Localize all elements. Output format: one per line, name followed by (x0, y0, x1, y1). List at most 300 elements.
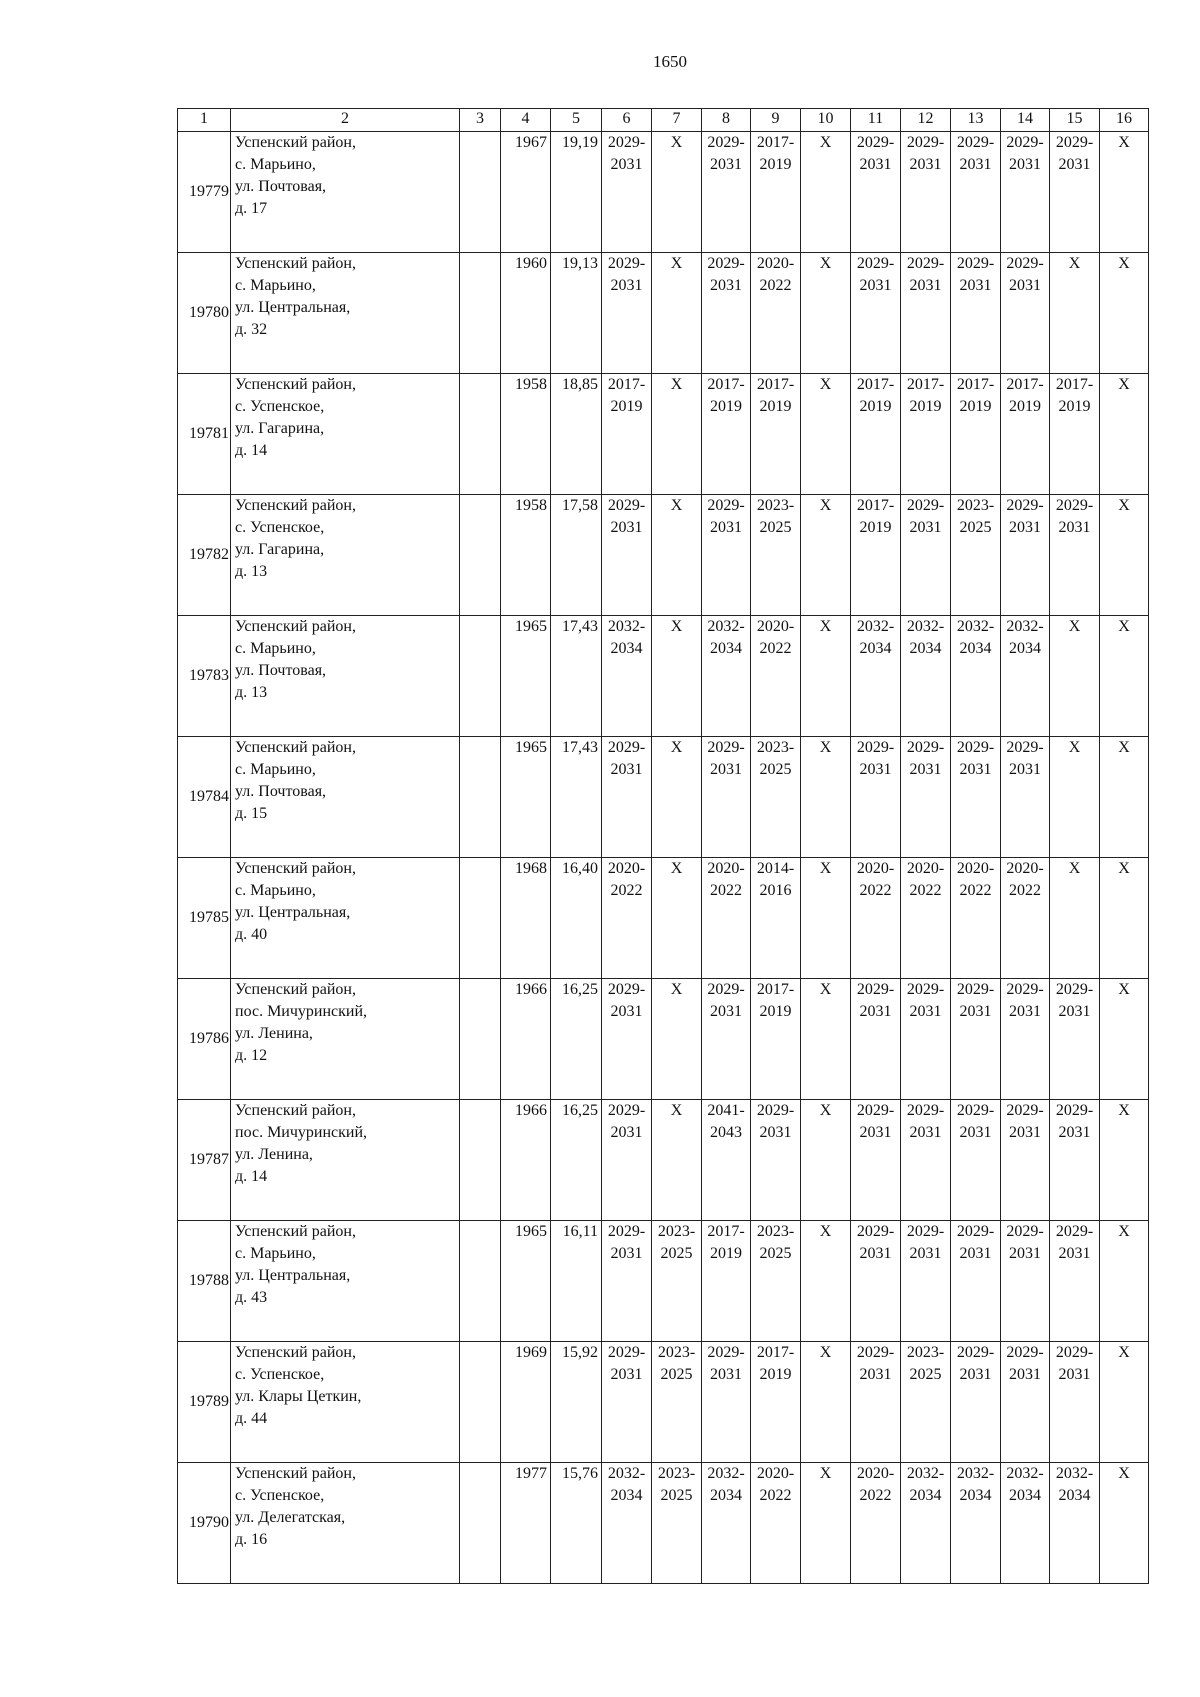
column-number-row (178, 109, 1149, 132)
table-row (178, 1342, 1149, 1463)
period-start: 2020- (856, 860, 895, 877)
period-end: 2019 (710, 1245, 742, 1262)
address-line: Успенский район, (235, 1344, 356, 1361)
period-cell (851, 1342, 901, 1463)
period-end: 2031 (610, 1245, 643, 1262)
period-end: 2019 (1058, 398, 1091, 415)
period-end: 2031 (710, 1366, 742, 1383)
period-start: 2020- (956, 860, 995, 877)
period-end: 2031 (859, 1245, 892, 1262)
period-cell (851, 1463, 901, 1584)
year-built-cell: 1965 (501, 737, 551, 858)
year-built-cell: 1966 (501, 1100, 551, 1221)
period-start: 2029- (1006, 981, 1044, 998)
address-line: Успенский район, (235, 618, 356, 635)
period-cell (751, 132, 801, 253)
record-id-cell: 19785 (178, 858, 231, 979)
address-line: д. 40 (235, 926, 268, 943)
housing-register-table (177, 108, 1149, 1584)
address-line: Успенский район, (235, 1465, 356, 1482)
period-end: 2031 (909, 1003, 942, 1020)
period-start: 2029- (906, 1223, 945, 1240)
period-end: 2031 (610, 1366, 643, 1383)
period-cell (602, 1463, 652, 1584)
period-end: 2019 (759, 1003, 792, 1020)
period-start: 2029- (1055, 1344, 1094, 1361)
period-start: 2020- (756, 255, 795, 272)
period-end: 2022 (859, 1487, 892, 1504)
period-start: 2029- (856, 1223, 895, 1240)
address-line: с. Марьино, (235, 1245, 316, 1262)
period-cell (901, 1221, 951, 1342)
period-cell (702, 858, 751, 979)
not-applicable-cell: X (801, 1221, 851, 1342)
period-end: 2031 (1009, 1366, 1041, 1383)
value-cell: 15,92 (551, 1342, 602, 1463)
period-cell (602, 1100, 652, 1221)
column-number-header: 6 (602, 109, 652, 132)
period-end: 2022 (1009, 882, 1041, 899)
period-end: 2034 (959, 1487, 992, 1504)
not-applicable-cell: X (652, 616, 702, 737)
period-cell (901, 253, 951, 374)
period-start: 2029- (707, 739, 745, 756)
period-start: 2020- (1006, 860, 1044, 877)
period-end: 2031 (959, 1366, 992, 1383)
period-start: 2029- (607, 1102, 646, 1119)
address-cell (231, 1342, 460, 1463)
period-cell (851, 132, 901, 253)
period-start: 2017- (1055, 376, 1094, 393)
period-start: 2023- (657, 1223, 696, 1240)
period-start: 2029- (856, 739, 895, 756)
period-start: 2029- (956, 1223, 995, 1240)
period-end: 2031 (959, 1245, 992, 1262)
period-cell (901, 1463, 951, 1584)
period-end: 2031 (1009, 156, 1041, 173)
address-line: ул. Делегатская, (235, 1509, 346, 1526)
period-end: 2031 (959, 1124, 992, 1141)
period-cell (901, 737, 951, 858)
record-id-cell: 19780 (178, 253, 231, 374)
period-cell (901, 1100, 951, 1221)
period-end: 2031 (859, 1366, 892, 1383)
period-start: 2029- (607, 134, 646, 151)
period-end: 2025 (759, 761, 792, 778)
column-number-header: 7 (652, 109, 702, 132)
address-line: д. 17 (235, 200, 268, 217)
not-applicable-cell: X (1100, 616, 1149, 737)
value-cell: 19,19 (551, 132, 602, 253)
address-line: ул. Центральная, (235, 1267, 351, 1284)
period-end: 2031 (909, 277, 942, 294)
period-start: 2029- (1055, 497, 1094, 514)
period-start: 2017- (956, 376, 995, 393)
period-cell (652, 1221, 702, 1342)
not-applicable-cell: X (652, 374, 702, 495)
period-start: 2029- (956, 255, 995, 272)
period-start: 2029- (756, 1102, 795, 1119)
address-cell (231, 979, 460, 1100)
period-cell (751, 1100, 801, 1221)
period-end: 2034 (909, 640, 942, 657)
not-applicable-cell: X (801, 858, 851, 979)
period-end: 2025 (759, 519, 792, 536)
record-id-cell: 19789 (178, 1342, 231, 1463)
table-row (178, 616, 1149, 737)
address-line: с. Марьино, (235, 882, 316, 899)
address-line: Успенский район, (235, 497, 356, 514)
period-end: 2031 (859, 156, 892, 173)
address-line: д. 13 (235, 684, 268, 701)
address-line: д. 16 (235, 1531, 268, 1548)
period-cell (951, 616, 1001, 737)
period-cell (602, 1342, 652, 1463)
period-cell (751, 495, 801, 616)
record-id-cell: 19786 (178, 979, 231, 1100)
table-row (178, 979, 1149, 1100)
not-applicable-cell: X (801, 495, 851, 616)
period-cell (901, 495, 951, 616)
period-cell (602, 132, 652, 253)
period-end: 2031 (1009, 519, 1041, 536)
period-cell (702, 253, 751, 374)
period-cell (1050, 979, 1100, 1100)
period-cell (702, 1342, 751, 1463)
period-end: 2034 (909, 1487, 942, 1504)
period-cell (1001, 737, 1050, 858)
period-end: 2043 (710, 1124, 742, 1141)
not-applicable-cell: X (801, 374, 851, 495)
year-built-cell: 1960 (501, 253, 551, 374)
not-applicable-cell: X (1100, 132, 1149, 253)
address-line: ул. Гагарина, (235, 541, 325, 558)
period-end: 2022 (759, 1487, 792, 1504)
not-applicable-cell: X (1100, 1463, 1149, 1584)
period-start: 2017- (856, 497, 895, 514)
period-cell (951, 1100, 1001, 1221)
period-cell (1001, 1463, 1050, 1584)
period-start: 2029- (607, 255, 646, 272)
address-line: ул. Клары Цеткин, (235, 1388, 362, 1405)
record-id-cell: 19788 (178, 1221, 231, 1342)
period-start: 2032- (1006, 1465, 1044, 1482)
period-end: 2031 (710, 1003, 742, 1020)
period-end: 2025 (909, 1366, 942, 1383)
not-applicable-cell: X (801, 1463, 851, 1584)
not-applicable-cell: X (652, 858, 702, 979)
column-number-header: 5 (551, 109, 602, 132)
period-cell (901, 858, 951, 979)
address-line: Успенский район, (235, 739, 356, 756)
period-start: 2029- (707, 497, 745, 514)
period-start: 2029- (607, 497, 646, 514)
not-applicable-cell: X (1050, 253, 1100, 374)
period-start: 2041- (707, 1102, 745, 1119)
column-number-header: 13 (951, 109, 1001, 132)
column-number-header: 11 (851, 109, 901, 132)
period-cell (702, 374, 751, 495)
value-cell: 16,25 (551, 1100, 602, 1221)
year-built-cell: 1958 (501, 374, 551, 495)
table-row (178, 495, 1149, 616)
year-built-cell: 1965 (501, 616, 551, 737)
period-cell (951, 1342, 1001, 1463)
period-start: 2017- (756, 1344, 795, 1361)
period-start: 2029- (1006, 1344, 1044, 1361)
period-end: 2031 (1009, 1124, 1041, 1141)
period-cell (851, 374, 901, 495)
address-line: д. 13 (235, 563, 268, 580)
period-cell (1001, 1100, 1050, 1221)
period-end: 2022 (909, 882, 942, 899)
not-applicable-cell: X (652, 132, 702, 253)
table-row (178, 1463, 1149, 1584)
period-end: 2031 (710, 761, 742, 778)
period-end: 2031 (1058, 1124, 1091, 1141)
period-cell (702, 132, 751, 253)
period-end: 2031 (959, 1003, 992, 1020)
period-end: 2019 (610, 398, 643, 415)
address-cell (231, 495, 460, 616)
period-cell (901, 616, 951, 737)
period-start: 2029- (956, 1344, 995, 1361)
period-start: 2029- (956, 739, 995, 756)
table-row (178, 132, 1149, 253)
address-cell (231, 253, 460, 374)
address-cell (231, 1221, 460, 1342)
period-cell (901, 132, 951, 253)
period-cell (1001, 495, 1050, 616)
column-number-header: 12 (901, 109, 951, 132)
period-cell (702, 1463, 751, 1584)
address-line: ул. Гагарина, (235, 420, 325, 437)
not-applicable-cell: X (801, 737, 851, 858)
period-end: 2019 (909, 398, 942, 415)
period-start: 2029- (856, 1344, 895, 1361)
table-row (178, 253, 1149, 374)
period-cell (751, 1463, 801, 1584)
period-end: 2031 (759, 1124, 792, 1141)
period-cell (602, 374, 652, 495)
period-start: 2029- (1006, 134, 1044, 151)
record-id-cell: 19790 (178, 1463, 231, 1584)
period-start: 2020- (756, 1465, 795, 1482)
period-end: 2034 (1009, 640, 1041, 657)
not-applicable-cell: X (801, 132, 851, 253)
period-end: 2025 (660, 1487, 693, 1504)
period-start: 2029- (1055, 1102, 1094, 1119)
period-end: 2019 (859, 519, 892, 536)
table-body (178, 132, 1149, 1584)
period-end: 2034 (610, 640, 643, 657)
period-end: 2019 (1009, 398, 1041, 415)
period-start: 2029- (1006, 255, 1044, 272)
period-start: 2029- (906, 739, 945, 756)
column-number-header: 10 (801, 109, 851, 132)
period-end: 2031 (1058, 1003, 1091, 1020)
period-start: 2014- (756, 860, 795, 877)
period-cell (602, 253, 652, 374)
not-applicable-cell: X (801, 616, 851, 737)
period-cell (652, 1342, 702, 1463)
period-cell (1001, 858, 1050, 979)
value-cell: 17,43 (551, 616, 602, 737)
period-cell (751, 1342, 801, 1463)
period-end: 2034 (1058, 1487, 1091, 1504)
period-end: 2019 (859, 398, 892, 415)
address-line: Успенский район, (235, 1223, 356, 1240)
period-cell (951, 737, 1001, 858)
period-cell (1001, 132, 1050, 253)
period-cell (702, 1221, 751, 1342)
address-line: д. 32 (235, 321, 268, 338)
period-start: 2017- (707, 376, 745, 393)
not-applicable-cell: X (652, 737, 702, 858)
period-end: 2031 (610, 156, 643, 173)
period-end: 2022 (610, 882, 643, 899)
period-start: 2032- (607, 618, 646, 635)
not-applicable-cell: X (1050, 858, 1100, 979)
not-applicable-cell: X (1100, 1221, 1149, 1342)
period-cell (951, 132, 1001, 253)
period-cell (951, 253, 1001, 374)
not-applicable-cell: X (1100, 1342, 1149, 1463)
period-end: 2031 (1009, 277, 1041, 294)
period-start: 2029- (1006, 1102, 1044, 1119)
address-line: Успенский район, (235, 376, 356, 393)
column-3-cell (460, 495, 501, 616)
record-id-cell: 19784 (178, 737, 231, 858)
address-cell (231, 374, 460, 495)
period-start: 2029- (1055, 134, 1094, 151)
address-line: Успенский район, (235, 981, 356, 998)
period-end: 2031 (1058, 519, 1091, 536)
period-start: 2017- (756, 134, 795, 151)
address-line: с. Успенское, (235, 519, 325, 536)
period-end: 2031 (610, 761, 643, 778)
period-start: 2023- (956, 497, 995, 514)
period-start: 2029- (906, 255, 945, 272)
period-cell (751, 616, 801, 737)
address-line: с. Марьино, (235, 761, 316, 778)
period-end: 2031 (1009, 1003, 1041, 1020)
period-start: 2029- (956, 981, 995, 998)
address-line: с. Успенское, (235, 398, 325, 415)
period-start: 2032- (956, 618, 995, 635)
period-end: 2031 (1009, 761, 1041, 778)
period-cell (951, 374, 1001, 495)
column-3-cell (460, 737, 501, 858)
column-3-cell (460, 253, 501, 374)
table-row (178, 1100, 1149, 1221)
column-number-header: 3 (460, 109, 501, 132)
period-end: 2031 (959, 277, 992, 294)
period-cell (951, 979, 1001, 1100)
period-end: 2031 (959, 761, 992, 778)
period-cell (702, 616, 751, 737)
address-line: д. 14 (235, 1168, 268, 1185)
period-cell (1001, 1342, 1050, 1463)
year-built-cell: 1968 (501, 858, 551, 979)
year-built-cell: 1977 (501, 1463, 551, 1584)
address-line: ул. Почтовая, (235, 178, 327, 195)
address-cell (231, 858, 460, 979)
period-start: 2029- (906, 134, 945, 151)
period-end: 2031 (859, 1124, 892, 1141)
table-row (178, 737, 1149, 858)
column-3-cell (460, 858, 501, 979)
period-start: 2017- (756, 376, 795, 393)
period-start: 2020- (607, 860, 646, 877)
period-cell (702, 1100, 751, 1221)
period-start: 2017- (856, 376, 895, 393)
period-end: 2034 (959, 640, 992, 657)
period-end: 2022 (959, 882, 992, 899)
year-built-cell: 1965 (501, 1221, 551, 1342)
period-cell (602, 495, 652, 616)
period-end: 2025 (759, 1245, 792, 1262)
column-number-header: 14 (1001, 109, 1050, 132)
not-applicable-cell: X (801, 253, 851, 374)
period-cell (851, 737, 901, 858)
address-line: ул. Ленина, (235, 1146, 313, 1163)
period-end: 2022 (759, 277, 792, 294)
period-start: 2029- (1055, 1223, 1094, 1240)
column-number-header: 2 (231, 109, 460, 132)
period-end: 2034 (610, 1487, 643, 1504)
period-start: 2029- (1006, 739, 1044, 756)
not-applicable-cell: X (652, 979, 702, 1100)
period-end: 2034 (710, 1487, 742, 1504)
table-row (178, 858, 1149, 979)
period-start: 2017- (707, 1223, 745, 1240)
column-3-cell (460, 132, 501, 253)
period-end: 2019 (959, 398, 992, 415)
period-start: 2029- (856, 1102, 895, 1119)
period-end: 2031 (859, 761, 892, 778)
period-start: 2029- (607, 739, 646, 756)
period-end: 2019 (759, 398, 792, 415)
period-cell (901, 1342, 951, 1463)
column-3-cell (460, 374, 501, 495)
period-end: 2031 (610, 1003, 643, 1020)
period-cell (602, 979, 652, 1100)
period-cell (702, 737, 751, 858)
period-end: 2031 (710, 519, 742, 536)
period-start: 2029- (1006, 497, 1044, 514)
period-start: 2017- (906, 376, 945, 393)
period-start: 2032- (906, 1465, 945, 1482)
period-end: 2031 (909, 761, 942, 778)
period-start: 2032- (607, 1465, 646, 1482)
period-start: 2032- (707, 618, 745, 635)
period-start: 2029- (906, 981, 945, 998)
period-start: 2023- (657, 1465, 696, 1482)
period-cell (751, 253, 801, 374)
period-start: 2017- (1006, 376, 1044, 393)
period-start: 2029- (956, 134, 995, 151)
year-built-cell: 1967 (501, 132, 551, 253)
period-end: 2016 (759, 882, 792, 899)
period-start: 2023- (756, 1223, 795, 1240)
period-cell (1050, 1100, 1100, 1221)
period-start: 2029- (1055, 981, 1094, 998)
period-cell (751, 737, 801, 858)
column-3-cell (460, 979, 501, 1100)
column-3-cell (460, 1342, 501, 1463)
period-end: 2031 (909, 1124, 942, 1141)
